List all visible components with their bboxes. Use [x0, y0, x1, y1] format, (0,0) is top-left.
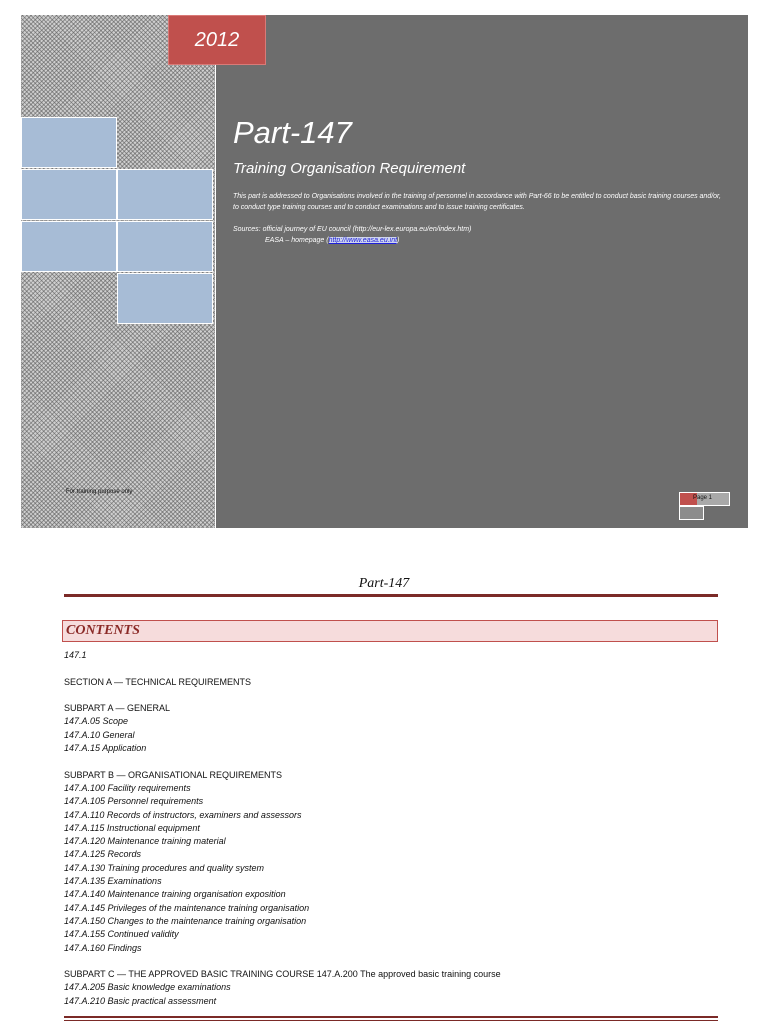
- toc-entry[interactable]: 147.A.10 General: [64, 729, 135, 740]
- toc-entry[interactable]: 147.A.05 Scope: [64, 716, 129, 727]
- sources-line: Sources: official journey of EU council (http://eur-lex.europa.eu/en/index.htm): [233, 226, 472, 233]
- header-divider: [64, 594, 718, 597]
- toc-entry[interactable]: 147.A.100 Facility requirements: [64, 782, 191, 793]
- toc-entry[interactable]: 147.A.155 Continued validity: [64, 929, 179, 940]
- cover-tile: [21, 117, 117, 168]
- cover-subtitle: Training Organisation Requirement: [233, 160, 466, 177]
- toc-entry[interactable]: 147.A.205 Basic knowledge examinations: [64, 982, 231, 993]
- toc-entry[interactable]: 147.A.135 Examinations: [64, 876, 162, 887]
- easa-link[interactable]: http://www.easa.eu.int: [328, 237, 398, 244]
- cover-tile: [117, 221, 213, 272]
- page-indicator: [679, 492, 730, 506]
- cover-tile: [21, 221, 117, 272]
- toc-section-heading[interactable]: SUBPART A — GENERAL: [64, 703, 171, 714]
- footer-divider: [64, 1016, 718, 1018]
- table-of-contents: [64, 649, 724, 1008]
- cover-tile: [21, 169, 117, 220]
- toc-entry[interactable]: 147.A.105 Personnel requirements: [64, 796, 204, 807]
- toc-entry[interactable]: 147.A.115 Instructional equipment: [64, 822, 200, 833]
- training-purpose-note: For training purpose only: [66, 489, 133, 495]
- toc-section-heading[interactable]: SUBPART C — THE APPROVED BASIC TRAINING COURSE 147.A.200 The approved basic training course: [64, 969, 501, 980]
- cover-page: [21, 15, 748, 528]
- toc-entry[interactable]: 147.A.160 Findings: [64, 942, 142, 953]
- year-badge: 2012: [168, 15, 266, 65]
- page-number-label: Page 1: [693, 495, 713, 501]
- sources-prefix: EASA – homepage (: [265, 237, 329, 244]
- toc-entry[interactable]: 147.A.145 Privileges of the maintenance training organisation: [64, 902, 310, 913]
- toc-entry[interactable]: 147.A.120 Maintenance training material: [64, 836, 226, 847]
- toc-entry[interactable]: 147.A.210 Basic practical assessment: [64, 995, 217, 1006]
- toc-entry[interactable]: 147.A.130 Training procedures and quality system: [64, 862, 264, 873]
- cover-tile: [117, 169, 213, 220]
- toc-spacer: [64, 662, 724, 675]
- toc-spacer: [64, 755, 724, 768]
- toc-entry[interactable]: 147.A.150 Changes to the maintenance training organisation: [64, 915, 307, 926]
- cover-tile: [117, 273, 213, 324]
- page-indicator-block: [679, 506, 704, 520]
- page-header-title: Part-147: [358, 576, 410, 591]
- toc-entry[interactable]: 147.1: [64, 650, 87, 660]
- toc-section-heading[interactable]: SUBPART B — ORGANISATIONAL REQUIREMENTS: [64, 769, 283, 780]
- toc-entry[interactable]: 147.A.140 Maintenance training organisation exposition: [64, 889, 286, 900]
- toc-entry[interactable]: 147.A.15 Application: [64, 743, 147, 754]
- toc-entry[interactable]: 147.A.110 Records of instructors, examiners and assessors: [64, 809, 302, 820]
- contents-heading: CONTENTS: [62, 620, 718, 642]
- toc-entry[interactable]: 147.A.125 Records: [64, 849, 142, 860]
- cover-title: Part-147: [233, 115, 352, 150]
- cover-sources: [233, 224, 713, 246]
- sources-line-easa: [233, 235, 713, 246]
- footer-divider-thin: [64, 1020, 718, 1021]
- cover-description: This part is addressed to Organisations involved in the training of personnel in accordance with Part-66 to be entitled to conduct basic training courses and/or, to conduct type training courses and to conduct examinations and to issue training certificates.: [233, 193, 721, 211]
- toc-spacer: [64, 955, 724, 968]
- toc-section-heading[interactable]: SECTION A — TECHNICAL REQUIREMENTS: [64, 676, 252, 687]
- sources-suffix: ): [397, 237, 400, 244]
- toc-spacer: [64, 689, 724, 702]
